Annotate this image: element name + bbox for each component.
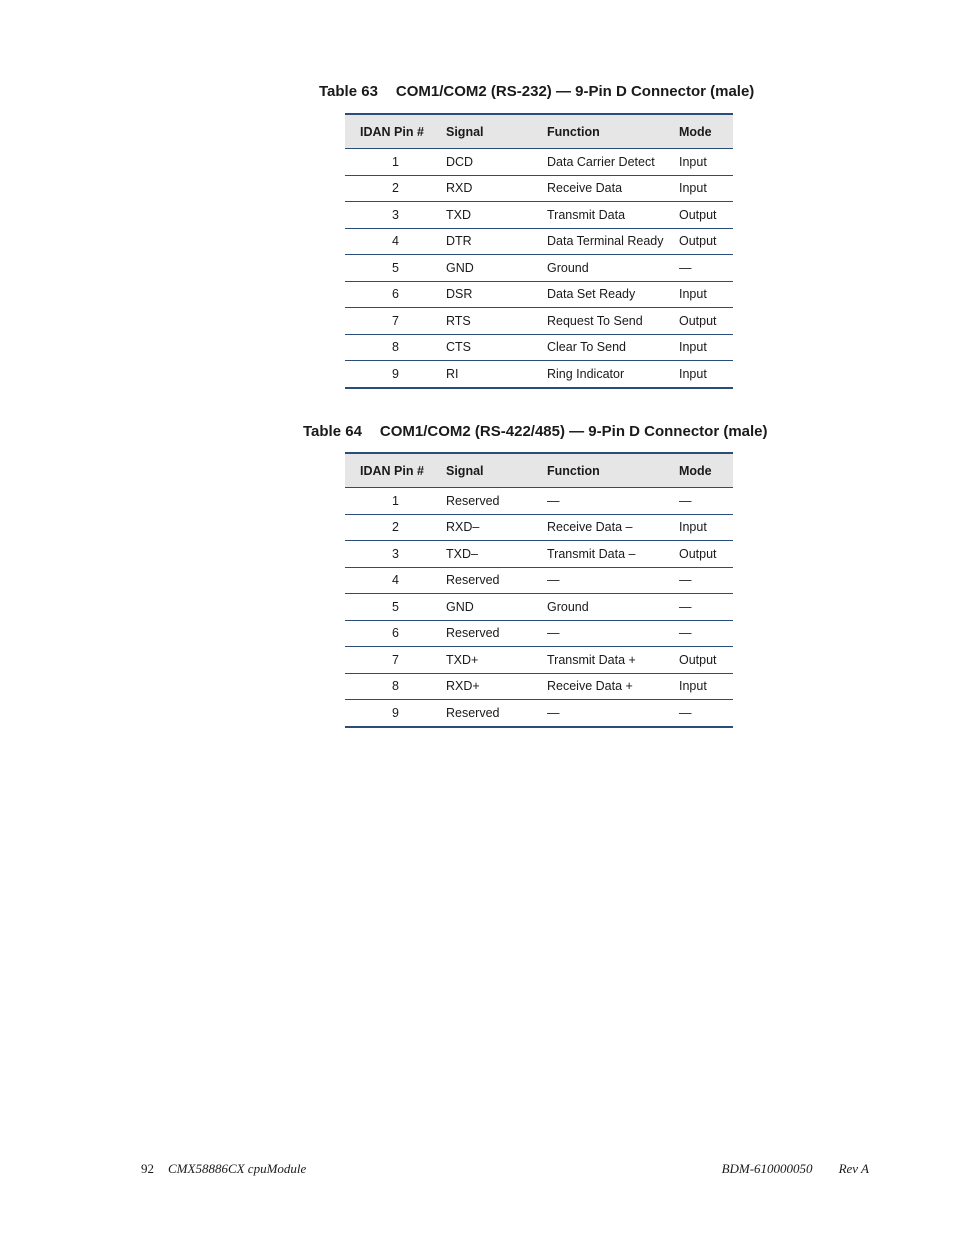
signal-cell: RTS: [446, 308, 547, 335]
mode-cell: Input: [679, 175, 733, 202]
signal-cell: RXD+: [446, 673, 547, 700]
mode-cell: —: [679, 700, 733, 727]
pin-cell: 7: [345, 308, 446, 335]
table-title: COM1/COM2 (RS-422/485) — 9-Pin D Connector (male): [379, 423, 768, 440]
function-cell: Data Set Ready: [547, 281, 679, 308]
signal-cell: GND: [446, 255, 547, 282]
function-cell: —: [547, 620, 679, 647]
mode-cell: Input: [679, 149, 733, 176]
pin-cell: 2: [345, 514, 446, 541]
page-number: 92: [141, 1161, 154, 1176]
document-id: BDM-610000050: [721, 1161, 813, 1176]
signal-cell: Reserved: [446, 620, 547, 647]
table-63: [345, 113, 733, 389]
column-header: IDAN Pin #: [345, 453, 446, 488]
mode-cell: Input: [679, 281, 733, 308]
mode-cell: Input: [679, 361, 733, 388]
table-row: [345, 700, 733, 727]
table-number: Table 64: [303, 423, 362, 440]
footer-left: [141, 1161, 306, 1177]
pin-cell: 1: [345, 488, 446, 515]
function-cell: Ground: [547, 255, 679, 282]
function-cell: Transmit Data –: [547, 541, 679, 568]
function-cell: —: [547, 488, 679, 515]
table-row: [345, 488, 733, 515]
function-cell: Data Carrier Detect: [547, 149, 679, 176]
column-header: Signal: [446, 114, 547, 149]
table-row: [345, 149, 733, 176]
signal-cell: TXD: [446, 202, 547, 229]
pin-cell: 3: [345, 541, 446, 568]
function-cell: Request To Send: [547, 308, 679, 335]
table-row: [345, 175, 733, 202]
function-cell: Transmit Data +: [547, 647, 679, 674]
mode-cell: Output: [679, 647, 733, 674]
table-row: [345, 361, 733, 388]
table-64-caption: [0, 423, 954, 440]
pin-cell: 5: [345, 255, 446, 282]
signal-cell: Reserved: [446, 488, 547, 515]
table-row: [345, 620, 733, 647]
pin-cell: 9: [345, 700, 446, 727]
table-row: [345, 673, 733, 700]
mode-cell: —: [679, 255, 733, 282]
table-row: [345, 281, 733, 308]
signal-cell: CTS: [446, 334, 547, 361]
table-row: [345, 308, 733, 335]
revision: Rev A: [838, 1161, 869, 1176]
table-title: COM1/COM2 (RS-232) — 9-Pin D Connector (male): [395, 83, 755, 100]
signal-cell: TXD–: [446, 541, 547, 568]
pin-cell: 4: [345, 567, 446, 594]
column-header: IDAN Pin #: [345, 114, 446, 149]
signal-cell: RI: [446, 361, 547, 388]
table-header-row: [345, 114, 733, 149]
column-header: Signal: [446, 453, 547, 488]
signal-cell: RXD–: [446, 514, 547, 541]
table-body: [345, 488, 733, 727]
function-cell: Clear To Send: [547, 334, 679, 361]
table-row: [345, 514, 733, 541]
table-row: [345, 567, 733, 594]
pin-cell: 5: [345, 594, 446, 621]
signal-cell: DTR: [446, 228, 547, 255]
mode-cell: Input: [679, 334, 733, 361]
column-header: Function: [547, 453, 679, 488]
table-63-caption: [0, 83, 954, 100]
function-cell: Receive Data: [547, 175, 679, 202]
signal-cell: Reserved: [446, 700, 547, 727]
mode-cell: Output: [679, 202, 733, 229]
table-number: Table 63: [319, 83, 378, 100]
function-cell: —: [547, 567, 679, 594]
pin-cell: 4: [345, 228, 446, 255]
table-row: [345, 334, 733, 361]
pin-cell: 3: [345, 202, 446, 229]
function-cell: —: [547, 700, 679, 727]
table-row: [345, 202, 733, 229]
column-header: Mode: [679, 453, 733, 488]
table-row: [345, 228, 733, 255]
pin-cell: 1: [345, 149, 446, 176]
mode-cell: —: [679, 488, 733, 515]
signal-cell: DSR: [446, 281, 547, 308]
mode-cell: Input: [679, 514, 733, 541]
product-name: CMX58886CX cpuModule: [168, 1161, 307, 1176]
signal-cell: TXD+: [446, 647, 547, 674]
footer-right: [722, 1161, 869, 1177]
column-header: Function: [547, 114, 679, 149]
signal-cell: GND: [446, 594, 547, 621]
table-64: [345, 452, 733, 728]
table-body: [345, 149, 733, 388]
mode-cell: —: [679, 620, 733, 647]
column-header: Mode: [679, 114, 733, 149]
pin-cell: 7: [345, 647, 446, 674]
pin-cell: 8: [345, 673, 446, 700]
function-cell: Transmit Data: [547, 202, 679, 229]
table-row: [345, 647, 733, 674]
signal-cell: DCD: [446, 149, 547, 176]
mode-cell: —: [679, 567, 733, 594]
function-cell: Ground: [547, 594, 679, 621]
pin-cell: 6: [345, 281, 446, 308]
pin-cell: 6: [345, 620, 446, 647]
function-cell: Receive Data –: [547, 514, 679, 541]
table-row: [345, 594, 733, 621]
mode-cell: Output: [679, 541, 733, 568]
function-cell: Ring Indicator: [547, 361, 679, 388]
table-header-row: [345, 453, 733, 488]
table-row: [345, 541, 733, 568]
pin-cell: 9: [345, 361, 446, 388]
function-cell: Data Terminal Ready: [547, 228, 679, 255]
pin-cell: 2: [345, 175, 446, 202]
mode-cell: —: [679, 594, 733, 621]
signal-cell: Reserved: [446, 567, 547, 594]
mode-cell: Input: [679, 673, 733, 700]
mode-cell: Output: [679, 308, 733, 335]
signal-cell: RXD: [446, 175, 547, 202]
pin-cell: 8: [345, 334, 446, 361]
mode-cell: Output: [679, 228, 733, 255]
table-row: [345, 255, 733, 282]
function-cell: Receive Data +: [547, 673, 679, 700]
